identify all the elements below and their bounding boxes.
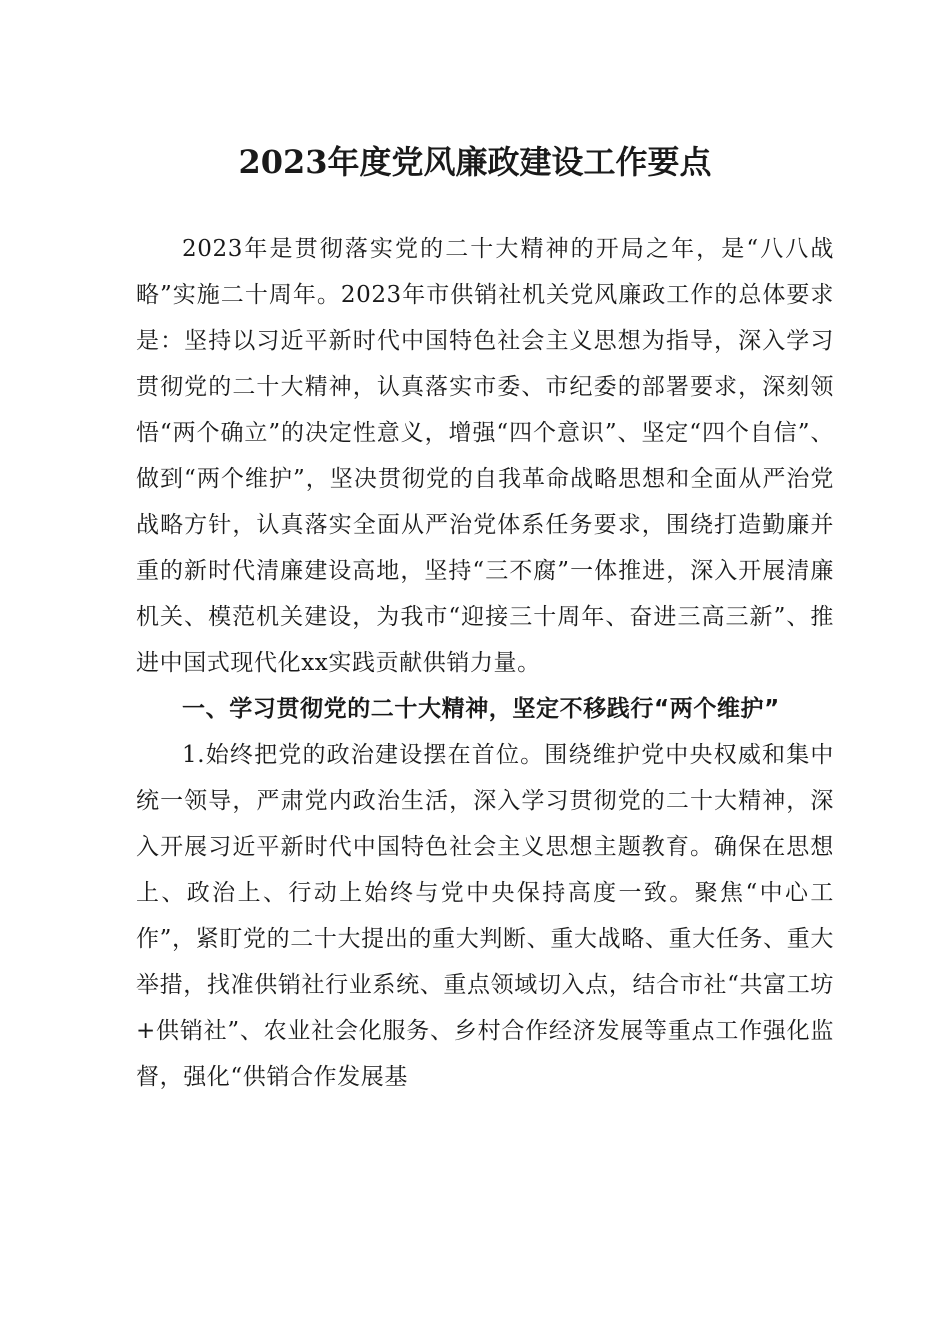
item-paragraph: 1.始终把党的政治建设摆在首位。围绕维护党中央权威和集中统一领导，严肃党内政治生活，深入学习贯彻党的二十大精神，深入开展习近平新时代中国特色社会主义思想主题教育。确保在思想上、政治上、行动上始终与党中央保持高度一致。聚焦“中心工作”，紧盯党的二十大提出的重大判断、重大战略、重大任务、重大举措，找准供销社行业系统、重点领域切入点，结合市社“共富工坊+供销社”、农业社会化服务、乡村合作经济发展等重点工作强化监督，强化“供销合作发展基 (136, 742, 834, 1090)
intro-paragraph: 2023年是贯彻落实党的二十大精神的开局之年，是“八八战略”实施二十周年。2023年市供销社机关党风廉政工作的总体要求是：坚持以习近平新时代中国特色社会主义思想为指导，深入学习贯彻党的二十大精神，认真落实市委、市纪委的部署要求，深刻领悟“两个确立”的决定性意义，增强“四个意识”、坚定“四个自信”、做到“两个维护”，坚决贯彻党的自我革命战略思想和全面从严治党战略方针，认真落实全面从严治党体系任务要求，围绕打造勤廉并重的新时代清廉建设高地，坚持“三不腐”一体推进，深入开展清廉机关、模范机关建设，为我市“迎接三十周年、奋进三高三新”、推进中国式现代化xx实践贡献供销力量。 (136, 236, 834, 676)
document-body (136, 226, 834, 1100)
page-title: 2023年度党风廉政建设工作要点 (238, 143, 712, 181)
section-heading: 一、学习贯彻党的二十大精神，坚定不移践行“两个维护” (182, 696, 780, 722)
